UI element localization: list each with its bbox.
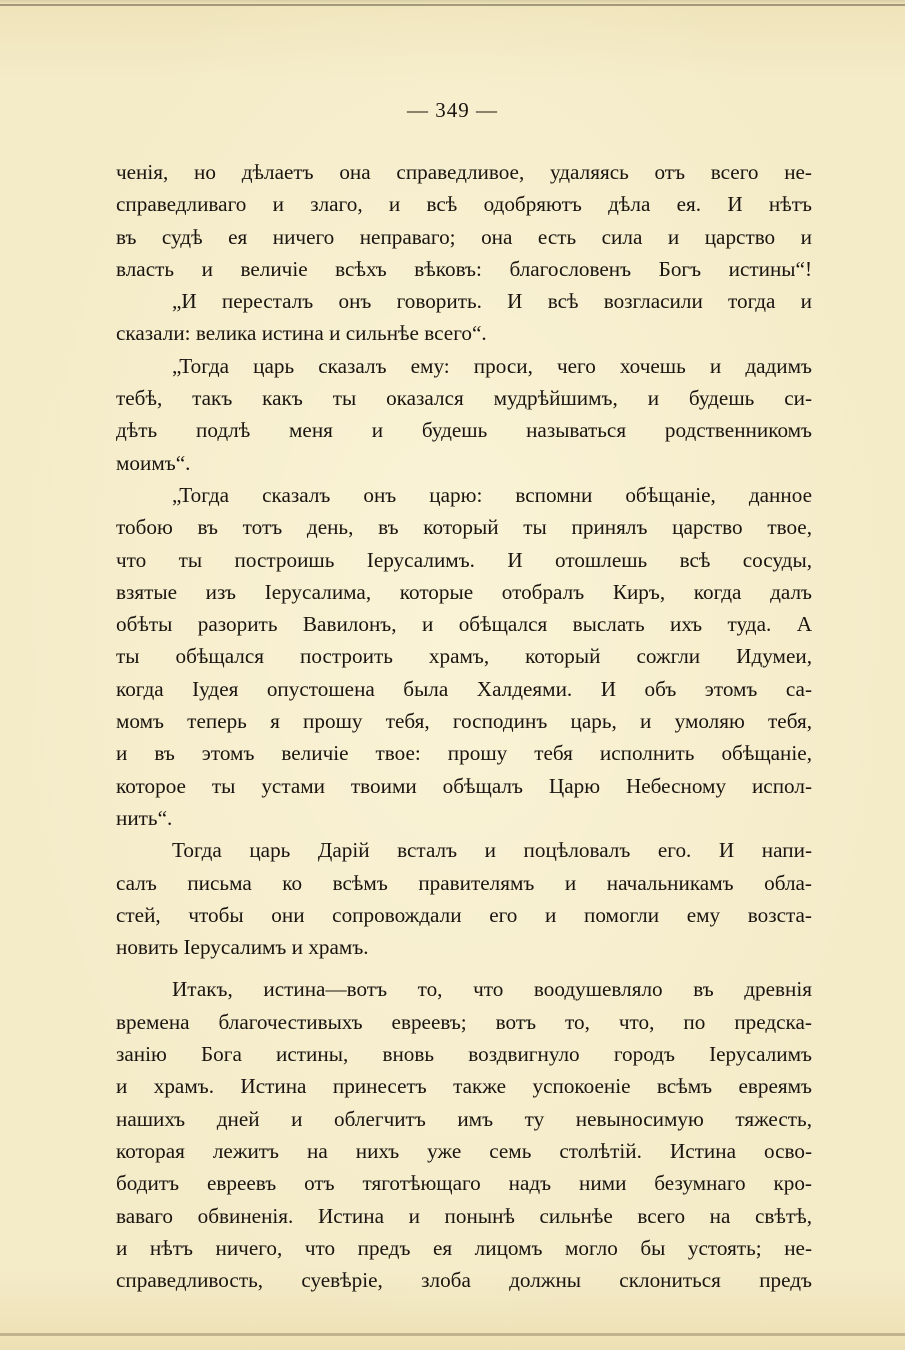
text-line: и храмъ. Истина принесетъ также успокоеніе всѣмъ евреямъ bbox=[116, 1074, 812, 1099]
text-line: Тогда царь Дарій всталъ и поцѣловалъ его. И напи- bbox=[172, 838, 812, 863]
paragraph bbox=[116, 156, 812, 285]
text-line: „И пересталъ онъ говорить. И всѣ возгласили тогда и bbox=[172, 289, 812, 314]
text-line: ты обѣщался построить храмъ, который сожгли Идумеи, bbox=[116, 644, 812, 669]
body-text bbox=[116, 156, 812, 1296]
text-line: бодитъ евреевъ отъ тяготѣющаго надъ ними безумнаго кро- bbox=[116, 1171, 812, 1196]
text-line: дѣть подлѣ меня и будешь называться родственникомъ bbox=[116, 418, 812, 443]
text-line: времена благочестивыхъ евреевъ; вотъ то, что, по предска- bbox=[116, 1009, 812, 1034]
text-line: въ судѣ ея ничего неправаго; она есть сила и царство и bbox=[116, 224, 812, 249]
text-line: занію Бога истины, вновь воздвигнуло городъ Іерусалимъ bbox=[116, 1042, 812, 1067]
paragraph bbox=[116, 479, 812, 834]
text-line: справедливость, суевѣріе, злоба должны склониться предъ bbox=[116, 1268, 812, 1293]
paragraph bbox=[116, 834, 812, 963]
page-number: — 349 — bbox=[407, 98, 498, 122]
section-gap bbox=[116, 963, 812, 973]
text-line: салъ письма ко всѣмъ правителямъ и начальникамъ обла- bbox=[116, 870, 812, 895]
text-line: Итакъ, истина—вотъ то, что воодушевляло въ древнія bbox=[172, 977, 812, 1002]
text-line: которая лежитъ на нихъ уже семь столѣтій. Истина осво- bbox=[116, 1138, 812, 1163]
text-line: „Тогда царь сказалъ ему: проси, чего хочешь и дадимъ bbox=[172, 353, 812, 378]
paragraph bbox=[116, 285, 812, 350]
text-line: справедливаго и злаго, и всѣ одобряютъ дѣла ея. И нѣтъ bbox=[116, 192, 812, 217]
text-line: которое ты устами твоими обѣщалъ Царю Небесному испол- bbox=[116, 773, 812, 798]
text-line: стей, чтобы они сопровождали его и помогли ему возста- bbox=[116, 902, 812, 927]
paragraph bbox=[116, 973, 812, 1296]
text-line: и въ этомъ величіе твое: прошу тебя исполнить обѣщаніе, bbox=[116, 741, 812, 766]
text-line: обѣты разорить Вавилонъ, и обѣщался выслать ихъ туда. А bbox=[116, 612, 812, 637]
paragraph bbox=[116, 350, 812, 479]
text-line: ченія, но дѣлаетъ она справедливое, удаляясь отъ всего не- bbox=[116, 160, 812, 184]
top-rule bbox=[0, 4, 905, 6]
text-line: тебѣ, такъ какъ ты оказался мудрѣйшимъ, и будешь си- bbox=[116, 386, 812, 411]
text-line: власть и величіе всѣхъ вѣковъ: благословенъ Богъ истины“! bbox=[116, 256, 812, 281]
text-line: новить Іерусалимъ и храмъ. bbox=[116, 935, 369, 960]
text-line: нить“. bbox=[116, 805, 173, 830]
text-line: и нѣтъ ничего, что предъ ея лицомъ могло бы устоять; не- bbox=[116, 1235, 812, 1260]
text-line: когда Іудея опустошена была Халдеями. И объ этомъ са- bbox=[116, 676, 812, 701]
text-line: нашихъ дней и облегчитъ имъ ту невыносимую тяжесть, bbox=[116, 1106, 812, 1131]
text-line: ваваго обвиненія. Истина и понынѣ сильнѣе всего на свѣтѣ, bbox=[116, 1203, 812, 1228]
text-line: „Тогда сказалъ онъ царю: вспомни обѣщаніе, данное bbox=[172, 482, 812, 507]
text-line: сказали: велика истина и сильнѣе всего“. bbox=[116, 321, 487, 346]
text-line: момъ теперь я прошу тебя, господинъ царь, и умоляю тебя, bbox=[116, 709, 812, 734]
text-line: моимъ“. bbox=[116, 450, 191, 475]
bottom-edge bbox=[0, 1333, 905, 1336]
text-line: взятые изъ Іерусалима, которые отобралъ Киръ, когда далъ bbox=[116, 579, 812, 604]
text-line: тобою въ тотъ день, въ который ты принялъ царство твое, bbox=[116, 515, 812, 540]
text-line: что ты построишь Іерусалимъ. И отошлешь всѣ сосуды, bbox=[116, 547, 812, 572]
